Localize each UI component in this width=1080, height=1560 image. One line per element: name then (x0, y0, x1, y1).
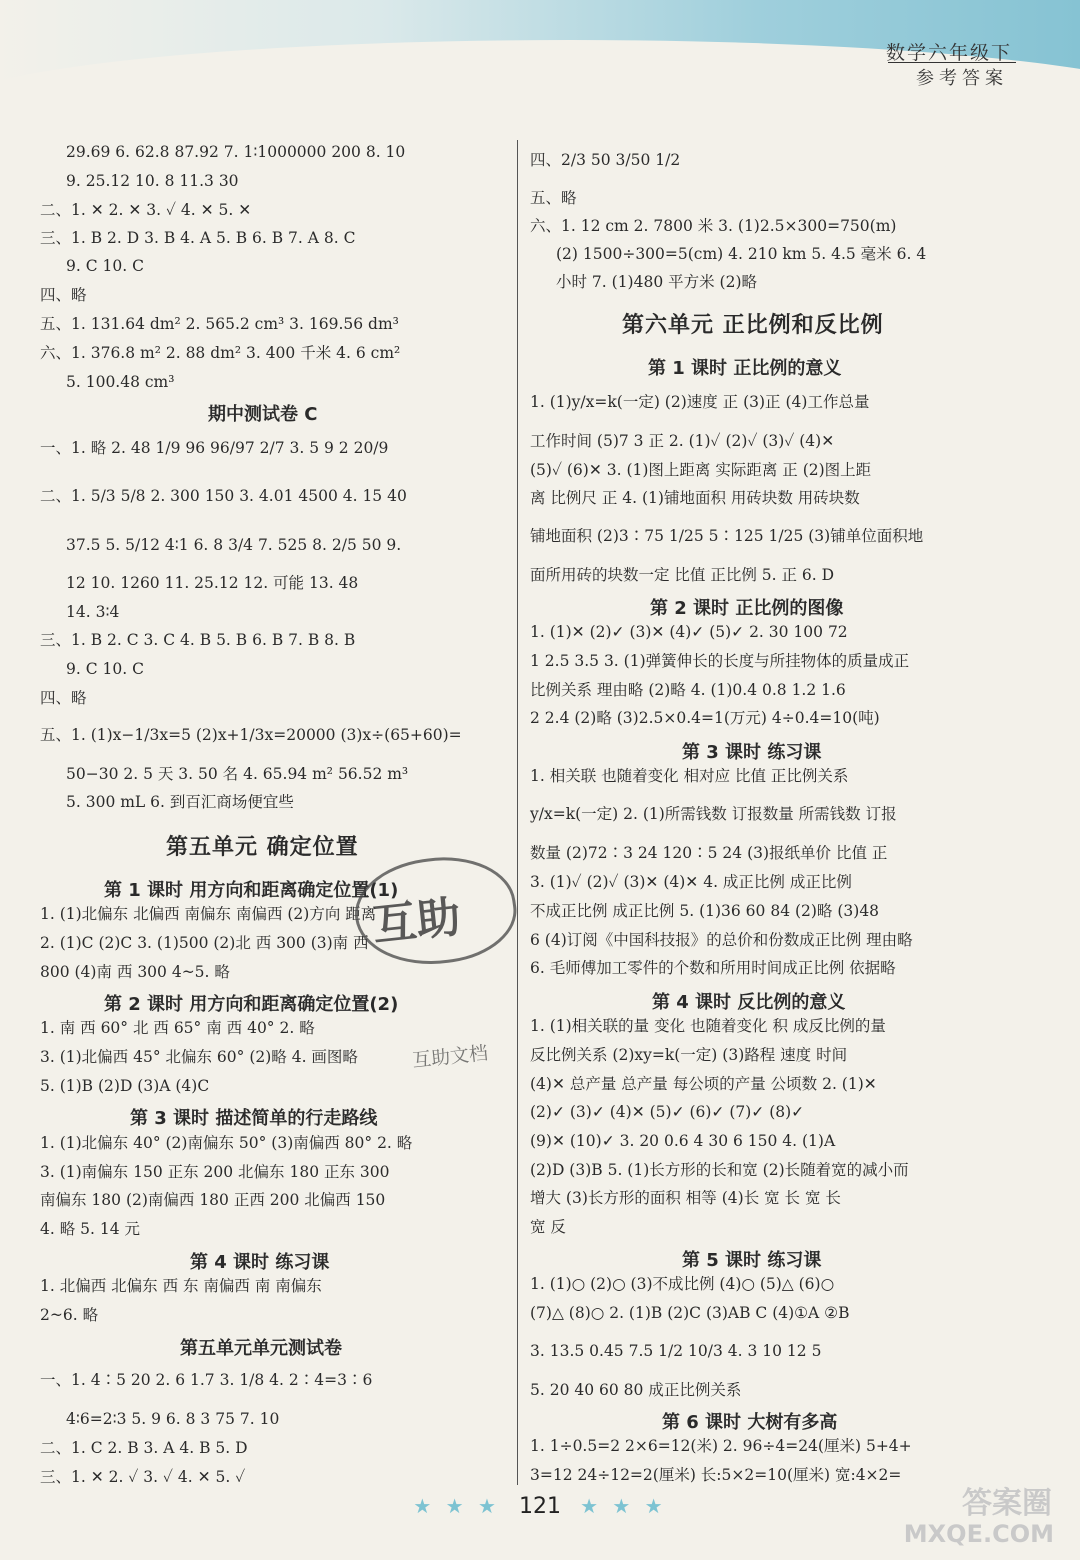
answer-line: 9. C 10. C (66, 257, 144, 275)
watermark-url: MXQE.COM (903, 1520, 1054, 1548)
answer-line: 四、略 (40, 689, 87, 707)
column-divider (517, 140, 518, 1485)
answer-line: 铺地面积 (2)3∶75 1/25 5∶125 1/25 (3)铺单位面积地 (530, 527, 924, 545)
answer-line: 12 10. 1260 11. 25.12 12. 可能 13. 48 (66, 574, 359, 592)
answer-line: 14. 3∶4 (66, 603, 120, 621)
answer-line: 二、1. 5/3 5/8 2. 300 150 3. 4.01 4500 4. 15 40 (40, 487, 407, 505)
answer-line: 四、2/3 50 3/50 1/2 (530, 151, 681, 169)
answer-line: 反比例关系 (2)xy=k(一定) (3)路程 速度 时间 (530, 1046, 848, 1064)
answer-line: 5. (1)B (2)D (3)A (4)C (40, 1077, 210, 1095)
lesson-heading: 第 1 课时 正比例的意义 (648, 358, 842, 379)
answer-line: 1. (1)○ (2)○ (3)不成比例 (4)○ (5)△ (6)○ (530, 1275, 835, 1293)
lesson-heading: 第 2 课时 正比例的图像 (650, 598, 844, 619)
lesson-heading: 第 1 课时 用方向和距离确定位置(1) (104, 880, 399, 901)
answer-line: 5. 100.48 cm³ (66, 373, 175, 391)
answer-line: 宽 反 (530, 1218, 566, 1236)
answer-line: 2~6. 略 (40, 1306, 99, 1324)
unit-heading: 第五单元 确定位置 (166, 835, 359, 860)
answer-line: 5. 300 mL 6. 到百汇商场便宜些 (66, 793, 294, 811)
answer-line: (2) 1500÷300=5(cm) 4. 210 km 5. 4.5 毫米 6. 4 (556, 245, 927, 263)
answer-line: 50−30 2. 5 天 3. 50 名 4. 65.94 m² 56.52 m³ (66, 765, 409, 783)
star-decoration-right: ★ ★ ★ (580, 1494, 667, 1518)
answer-line: 37.5 5. 5/12 4∶1 6. 8 3/4 7. 525 8. 2/5 50 9. (66, 536, 402, 554)
answer-line: 800 (4)南 西 300 4~5. 略 (40, 963, 230, 981)
answer-line: (9)✕ (10)✓ 3. 20 0.6 4 30 6 150 4. (1)A (530, 1132, 836, 1150)
answer-line: 一、1. 4∶5 20 2. 6 1.7 3. 1/8 4. 2∶4=3∶6 (40, 1371, 373, 1389)
answer-line: 3=12 24÷12=2(厘米) 长:5×2=10(厘米) 宽:4×2= (530, 1466, 902, 1484)
page-number: 121 (519, 1494, 561, 1519)
page-footer (0, 1494, 1080, 1519)
unit-heading: 第六单元 正比例和反比例 (622, 313, 884, 338)
answer-line: 小时 7. (1)480 平方米 (2)略 (556, 273, 757, 291)
answer-line: 六、1. 12 cm 2. 7800 米 3. (1)2.5×300=750(m) (530, 217, 897, 235)
lesson-heading: 第 4 课时 练习课 (190, 1252, 330, 1273)
answer-line: 6 (4)订阅《中国科技报》的总价和份数成正比例 理由略 (530, 931, 913, 949)
answer-line: 1. 1÷0.5=2 2×6=12(米) 2. 96÷4=24(厘米) 5+4+ (530, 1437, 912, 1455)
answer-line: 1. (1)y/x=k(一定) (2)速度 正 (3)正 (4)工作总量 (530, 393, 870, 411)
answer-line: 面所用砖的块数一定 比值 正比例 5. 正 6. D (530, 566, 835, 584)
answer-line: 五、1. 131.64 dm² 2. 565.2 cm³ 3. 169.56 dm³ (40, 315, 399, 333)
answer-line: 离 比例尺 正 4. (1)铺地面积 用砖块数 用砖块数 (530, 489, 860, 507)
answer-line: 2. (1)C (2)C 3. (1)500 (2)北 西 300 (3)南 西 (40, 934, 369, 952)
answer-line: 1 2.5 3.5 3. (1)弹簧伸长的长度与所挂物体的质量成正 (530, 652, 910, 670)
answer-line: 四、略 (40, 286, 87, 304)
answer-line: 6. 毛师傅加工零件的个数和所用时间成正比例 依据略 (530, 959, 896, 977)
lesson-heading: 第 2 课时 用方向和距离确定位置(2) (104, 994, 399, 1015)
answer-line: 29.69 6. 62.8 87.92 7. 1∶1000000 200 8. 10 (66, 143, 406, 161)
lesson-heading: 第 6 课时 大树有多高 (662, 1412, 838, 1433)
answer-line: 增大 (3)长方形的面积 相等 (4)长 宽 长 宽 长 (530, 1189, 841, 1207)
answer-line: 六、1. 376.8 m² 2. 88 dm² 3. 400 千米 4. 6 cm² (40, 344, 401, 362)
stamp-logo: 互助 (370, 891, 463, 952)
answer-line: (7)△ (8)○ 2. (1)B (2)C (3)AB C (4)①A ②B (530, 1304, 850, 1322)
watermark-logo: 答案圈 (962, 1486, 1052, 1521)
book-subtitle: 参考答案 (916, 68, 1008, 89)
star-decoration-left: ★ ★ ★ (413, 1494, 500, 1518)
answer-line: 二、1. C 2. B 3. A 4. B 5. D (40, 1439, 248, 1457)
lesson-heading: 第 5 课时 练习课 (682, 1250, 822, 1271)
answer-line: (2)D (3)B 5. (1)长方形的长和宽 (2)长随着宽的减小而 (530, 1161, 909, 1179)
answer-line: 南偏东 180 (2)南偏西 180 正西 200 北偏西 150 (40, 1191, 386, 1209)
answer-line: 五、略 (530, 189, 577, 207)
answer-line: 4∶6=2∶3 5. 9 6. 8 3 75 7. 10 (66, 1410, 280, 1428)
answer-line: 1. (1)北偏东 40° (2)南偏东 50° (3)南偏西 80° 2. 略 (40, 1134, 413, 1152)
answer-line: (4)✕ 总产量 总产量 每公顷的产量 公顷数 2. (1)✕ (530, 1075, 877, 1093)
answer-line: 4. 略 5. 14 元 (40, 1220, 141, 1238)
answer-line: 9. C 10. C (66, 660, 144, 678)
answer-line: y/x=k(一定) 2. (1)所需钱数 订报数量 所需钱数 订报 (530, 805, 897, 823)
answer-line: 1. (1)北偏东 北偏西 南偏东 南偏西 (2)方向 距离 (40, 905, 377, 923)
lesson-heading: 第 4 课时 反比例的意义 (652, 992, 846, 1013)
answer-line: 比例关系 理由略 (2)略 4. (1)0.4 0.8 1.2 1.6 (530, 681, 846, 699)
answer-line: 3. 13.5 0.45 7.5 1/2 10/3 4. 3 10 12 5 (530, 1342, 822, 1360)
answer-line: 9. 25.12 10. 8 11.3 30 (66, 172, 239, 190)
answer-line: (5)✓ (6)✕ 3. (1)图上距离 实际距离 正 (2)图上距 (530, 461, 872, 479)
book-title: 数学六年级下 (885, 42, 1012, 64)
answer-line: 1. 北偏西 北偏东 西 东 南偏西 南 南偏东 (40, 1277, 322, 1295)
section-heading: 第五单元单元测试卷 (180, 1338, 342, 1359)
answer-line: 五、1. (1)x−1/3x=5 (2)x+1/3x=20000 (3)x÷(65+60)= (40, 726, 462, 744)
lesson-heading: 第 3 课时 练习课 (682, 742, 822, 763)
answer-line: 数量 (2)72∶3 24 120∶5 24 (3)报纸单价 比值 正 (530, 844, 888, 862)
answer-line: 一、1. 略 2. 48 1/9 96 96/97 2/7 3. 5 9 2 20/9 (40, 439, 389, 457)
answer-line: 三、1. B 2. C 3. C 4. B 5. B 6. B 7. B 8. B (40, 631, 356, 649)
answer-line: 5. 20 40 60 80 成正比例关系 (530, 1381, 742, 1399)
answer-line: 1. (1)✕ (2)✓ (3)✕ (4)✓ (5)✓ 2. 30 100 72 (530, 623, 848, 641)
answer-line: 三、1. ✕ 2. ✓ 3. ✓ 4. ✕ 5. ✓ (40, 1468, 246, 1486)
answer-line: 不成正比例 成正比例 5. (1)36 60 84 (2)略 (3)48 (530, 902, 880, 920)
answer-line: 工作时间 (5)7 3 正 2. (1)✓ (2)✓ (3)✓ (4)✕ (530, 432, 835, 450)
header-rule (888, 62, 1016, 63)
answer-line: 1. 相关联 也随着变化 相对应 比值 正比例关系 (530, 767, 849, 785)
answer-line: 1. 南 西 60° 北 西 65° 南 西 40° 2. 略 (40, 1019, 315, 1037)
answer-line: 1. (1)相关联的量 变化 也随着变化 积 成反比例的量 (530, 1017, 886, 1035)
answer-line: (2)✓ (3)✓ (4)✕ (5)✓ (6)✓ (7)✓ (8)✓ (530, 1103, 805, 1121)
answer-line: 3. (1)北偏西 45° 北偏东 60° (2)略 4. 画图略 (40, 1048, 358, 1066)
answer-line: 3. (1)✓ (2)✓ (3)✕ (4)✕ 4. 成正比例 成正比例 (530, 873, 852, 891)
answer-line: 3. (1)南偏东 150 正东 200 北偏东 180 正东 300 (40, 1163, 390, 1181)
answer-line: 二、1. ✕ 2. ✕ 3. ✓ 4. ✕ 5. ✕ (40, 201, 252, 219)
lesson-heading: 第 3 课时 描述简单的行走路线 (130, 1108, 378, 1129)
section-heading: 期中测试卷 C (208, 404, 318, 425)
stamp-caption: 互助文档 (411, 1042, 490, 1072)
answer-line: 三、1. B 2. D 3. B 4. A 5. B 6. B 7. A 8. C (40, 229, 356, 247)
answer-line: 2 2.4 (2)略 (3)2.5×0.4=1(万元) 4÷0.4=10(吨) (530, 709, 880, 727)
